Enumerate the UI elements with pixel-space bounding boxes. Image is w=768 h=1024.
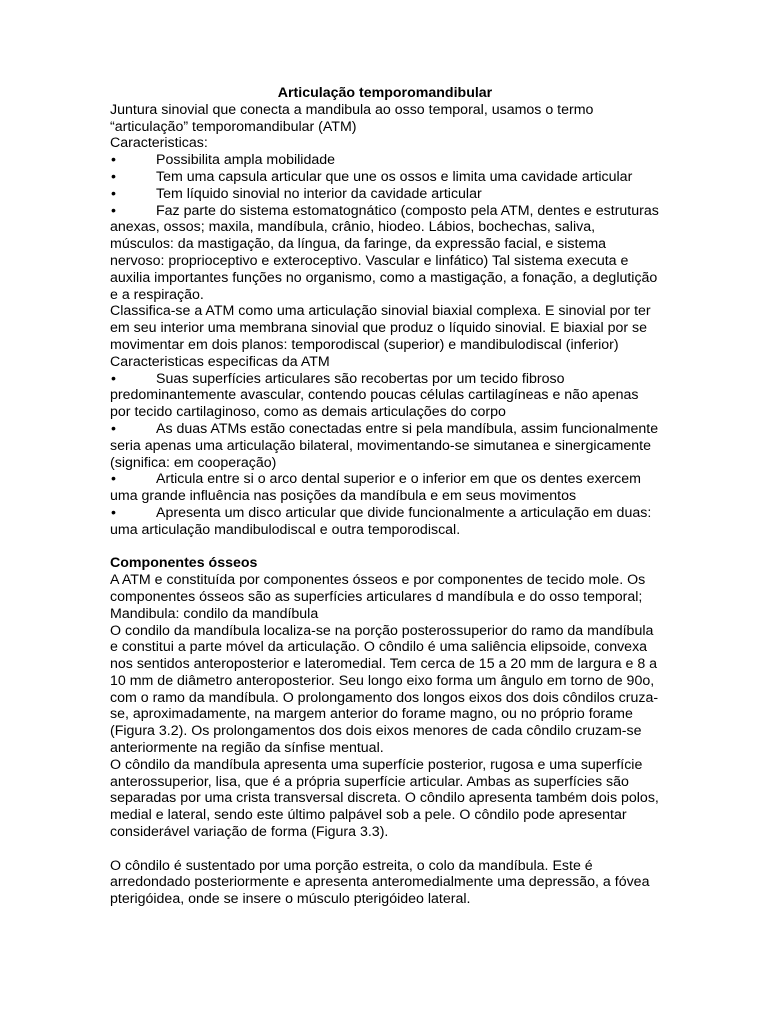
list-item-text: Apresenta um disco articular que divide funcionalmente a articulação em duas: uma articulação mandibulodiscal e outra temporodiscal. [110,504,652,538]
document-title: Articulação temporomandibular [277,85,493,101]
paragraph-condilo-location: O condilo da mandíbula localiza-se na porção posterossuperior do ramo da mandíbula e constitui a parte móvel da articulação. O côndilo é uma saliência elipsoide, convexa nos sentidos anteroposterior e lateromedial. Tem cerca de 15 a 20 mm de largura e 8 a 10 mm de diâmetro anteroposterior. Seu longo eixo forma um ângulo em torno de 90o, com o ramo da mandíbula. O prolongamento dos longos eixos dos dois côndilos cruza-se, aproximadamente, na margem anterior do forame magno, ou no próprio forame (Figura 3.2). Os prolongamentos dos dois eixos menores de cada côndilo cruzam-se anteriormente na região da sínfise mentual. [110,622,659,757]
paragraph-colo-mandibula: O côndilo é sustentado por uma porção estreita, o colo da mandíbula. Este é arredondado posteriormente e apresenta anteromedialmente uma depressão, a fóvea pterigóidea, onde se insere o músculo pterigóideo lateral. [110,857,650,908]
list-item-text: Articula entre si o arco dental superior e o inferior em que os dentes exercem uma grande influência nas posições da mandíbula e em seus movimentos [110,471,641,505]
characteristics-label: Caracteristicas: [110,135,208,152]
document-page [110,85,660,908]
spacer [110,841,660,858]
bullet-icon: • [111,504,116,521]
specific-label: Caracteristicas especificas da ATM [110,353,330,370]
bullet-icon: • [111,370,116,387]
bullet-icon: • [111,185,116,202]
list-item [110,203,660,304]
list-item [110,186,660,203]
list-item-text: Faz parte do sistema estomatognático (composto pela ATM, dentes e estruturas anexas, ossos; maxila, mandíbula, crânio, hiodeo. Lábios, bochechas, saliva, músculos: da mastigação, da língua, da faringe, da expressão facial, e sistema nervoso: proprioceptivo e exteroceptivo. Vascular e linfático) Tal sistema executa e auxilia importantes funções no organismo, como a mastigação, a fonação, a deglutição e a respiração. [110,202,659,303]
list-item [110,169,660,186]
list-item [110,371,660,421]
section-heading: Componentes ósseos [110,555,258,572]
bullet-icon: • [111,420,116,437]
list-item [110,471,660,505]
characteristics-list [110,152,660,303]
bullet-icon: • [111,152,116,169]
list-item-text: Tem líquido sinovial no interior da cavidade articular [156,185,482,202]
bullet-icon: • [111,202,116,219]
subheading: Mandibula: condilo da mandíbula [110,605,319,622]
list-item [110,421,660,471]
bullet-icon: • [111,471,116,488]
list-item-text: As duas ATMs estão conectadas entre si pela mandíbula, assim funcionalmente seria apenas uma articulação bilateral, movimentando-se simutanea e sinergicamente (significa: em cooperação) [110,420,659,471]
list-item-text: Suas superfícies articulares são recobertas por um tecido fibroso predominantemente avascular, contendo poucas células cartilagíneas e não apenas por tecido cartilaginoso, como as demais articulações do corpo [110,370,639,421]
list-item [110,152,660,169]
classification-paragraph: Classifica-se a ATM como uma articulação sinovial biaxial complexa. E sinovial por ter em seu interior uma membrana sinovial que produz o líquido sinovial. E biaxial por se movimentar em dois planos: temporodiscal (superior) e mandibulodiscal (inferior) [110,303,651,353]
list-item-text: Possibilita ampla mobilidade [156,152,336,169]
paragraph-condilo-surfaces: O côndilo da mandíbula apresenta uma superfície posterior, rugosa e uma superfície anterossuperior, lisa, que é a própria superfície articular. Ambas as superfícies são separadas por uma crista transversal discreta. O côndilo apresenta também dois polos, medial e lateral, sendo este último palpável sob a pele. O côndilo pode apresentar considerável variação de forma (Figura 3.3). [110,756,659,841]
section-intro-paragraph: A ATM e constituída por componentes ósseos e por componentes de tecido mole. Os componentes ósseos são as superfícies articulares d mandíbula e do osso temporal; [110,572,646,605]
bullet-icon: • [111,168,116,185]
list-item [110,505,660,539]
specific-list [110,371,660,539]
list-item-text: Tem uma capsula articular que une os ossos e limita uma cavidade articular [156,168,633,185]
spacer [110,539,660,556]
intro-paragraph: Juntura sinovial que conecta a mandibula ao osso temporal, usamos o termo “articulação” temporomandibular (ATM) [110,101,594,135]
